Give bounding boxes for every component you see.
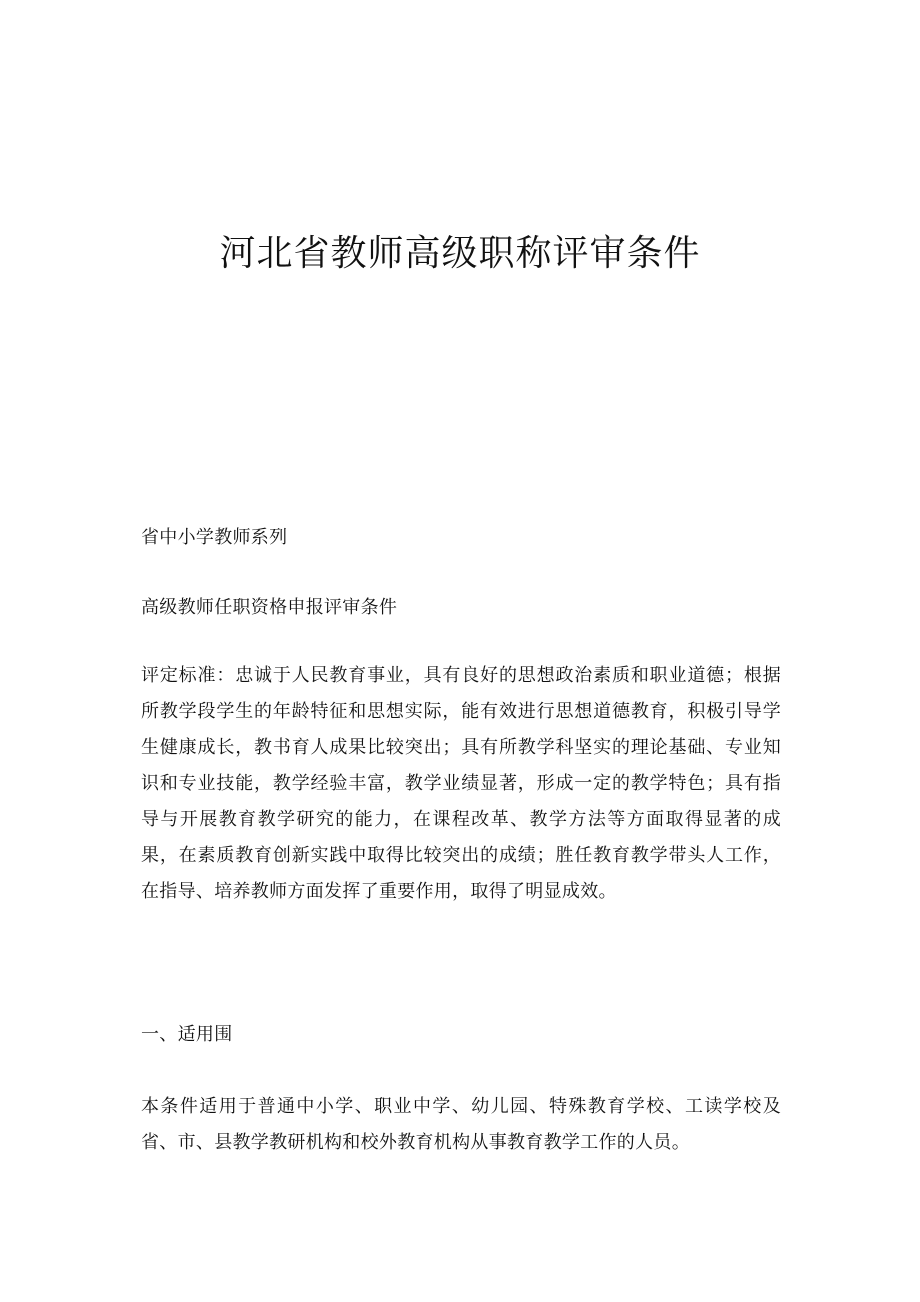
standard-paragraph: 评定标准：忠诚于人民教育事业，具有良好的思想政治素质和职业道德；根据所教学段学生的年龄特征和思想实际，能有效进行思想道德教育，积极引导学生健康成长，教书育人成果比较突出；具有所教学科坚实的理论基础、专业知识和专业技能，教学经验丰富，教学业绩显著，形成一定的教学特色；具有指导与开展教育教学研究的能力，在课程改革、教学方法等方面取得显著的成果，在素质教育创新实践中取得比较突出的成绩；胜任教育教学带头人工作，在指导、培养教师方面发挥了重要作用，取得了明显成效。: [141, 665, 781, 902]
series-line: 省中小学教师系列: [141, 527, 288, 548]
subtitle-line: 高级教师任职资格申报评审条件: [141, 597, 398, 618]
section-heading: 一、适用围: [141, 1024, 233, 1045]
document-title: 河北省教师高级职称评审条件: [219, 233, 701, 274]
scope-paragraph: 本条件适用于普通中小学、职业中学、幼儿园、特殊教育学校、工读学校及省、市、县教学教研机构和校外教育机构从事教育教学工作的人员。: [141, 1096, 781, 1153]
